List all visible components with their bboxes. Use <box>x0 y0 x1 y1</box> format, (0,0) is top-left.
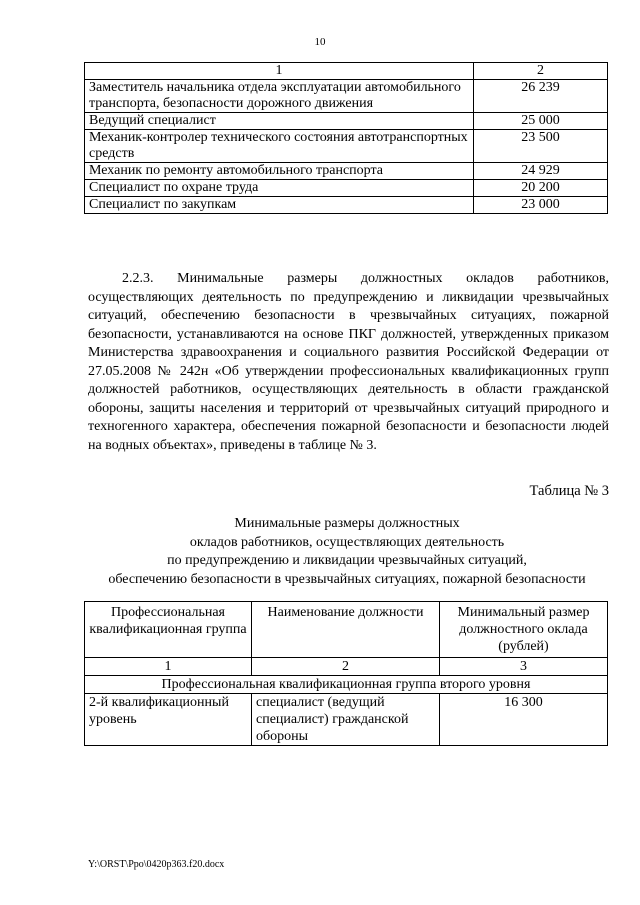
table-caption <box>84 515 610 589</box>
file-path-footer: Y:\ORST\Ppo\0420p363.f20.docx <box>88 859 225 870</box>
salary-table-3 <box>84 601 608 746</box>
position-cell: Специалист по охране труда <box>85 180 474 197</box>
caption-line: окладов работников, осуществляющих деятельность <box>189 534 505 550</box>
salary-cell: 24 929 <box>474 163 608 180</box>
table-row <box>85 197 608 214</box>
salary-cell: 16 300 <box>440 694 608 746</box>
column-header: Профессиональная квалификационная группа <box>85 602 252 658</box>
position-cell: Специалист по закупкам <box>85 197 474 214</box>
position-cell: Заместитель начальника отдела эксплуатации автомобильного транспорта, безопасности дорожного движения <box>85 80 474 113</box>
section-paragraph <box>88 270 609 455</box>
caption-line: обеспечению безопасности в чрезвычайных ситуациях, пожарной безопасности <box>108 571 586 587</box>
table-row <box>85 130 608 163</box>
caption-line: по предупреждению и ликвидации чрезвычайных ситуаций, <box>167 553 527 568</box>
position-cell: специалист (ведущий специалист) гражданской обороны <box>252 694 440 746</box>
group-title-row <box>85 676 608 694</box>
salary-cell: 23 500 <box>474 130 608 163</box>
column-header: 1 <box>85 63 474 80</box>
column-header: 2 <box>474 63 608 80</box>
page-number: 10 <box>314 36 326 48</box>
table-header-row <box>85 63 608 80</box>
position-cell: Ведущий специалист <box>85 113 474 130</box>
column-number: 3 <box>440 658 608 676</box>
column-header: Наименование должности <box>252 602 440 658</box>
column-number: 2 <box>252 658 440 676</box>
position-cell: Механик по ремонту автомобильного транспорта <box>85 163 474 180</box>
salary-cell: 26 239 <box>474 80 608 113</box>
caption-line: Минимальные размеры должностных <box>234 516 460 531</box>
column-number: 1 <box>85 658 252 676</box>
table-row <box>85 180 608 197</box>
level-cell: 2-й квалификационный уровень <box>85 694 252 746</box>
table-row <box>85 163 608 180</box>
salary-cell: 23 000 <box>474 197 608 214</box>
column-number-row <box>85 658 608 676</box>
salary-table-2 <box>84 62 608 214</box>
table-row <box>85 80 608 113</box>
column-header: Минимальный размер должностного оклада (рублей) <box>440 602 608 658</box>
table-row <box>85 113 608 130</box>
paragraph-text: 2.2.3. Минимальные размеры должностных окладов работников, осуществляющих деятельность по предупреждению и ликвидации чрезвычайных ситуаций, обеспечению безопасности в чрезвычайных ситуациях, пожарной безопасности, устанавливаются на основе ПКГ должностей, утвержденных приказом Министерства здравоохранения и социального развития Российской Федерации от 27.05.2008 № 242н «Об утверждении профессиональных квалификационных групп должностей работников, осуществляющих деятельность в области гражданской обороны, защиты населения и территорий от чрезвычайных ситуаций природного и техногенного характера, обеспечения пожарной безопасности и безопасности людей на водных объектах», приведены в таблице № 3. <box>88 271 609 453</box>
table-label: Таблица № 3 <box>529 483 609 499</box>
table-header-row <box>85 602 608 658</box>
table-row <box>85 694 608 746</box>
salary-cell: 25 000 <box>474 113 608 130</box>
salary-cell: 20 200 <box>474 180 608 197</box>
position-cell: Механик-контролер технического состояния автотранспортных средств <box>85 130 474 163</box>
group-title: Профессиональная квалификационная группа второго уровня <box>85 676 608 694</box>
